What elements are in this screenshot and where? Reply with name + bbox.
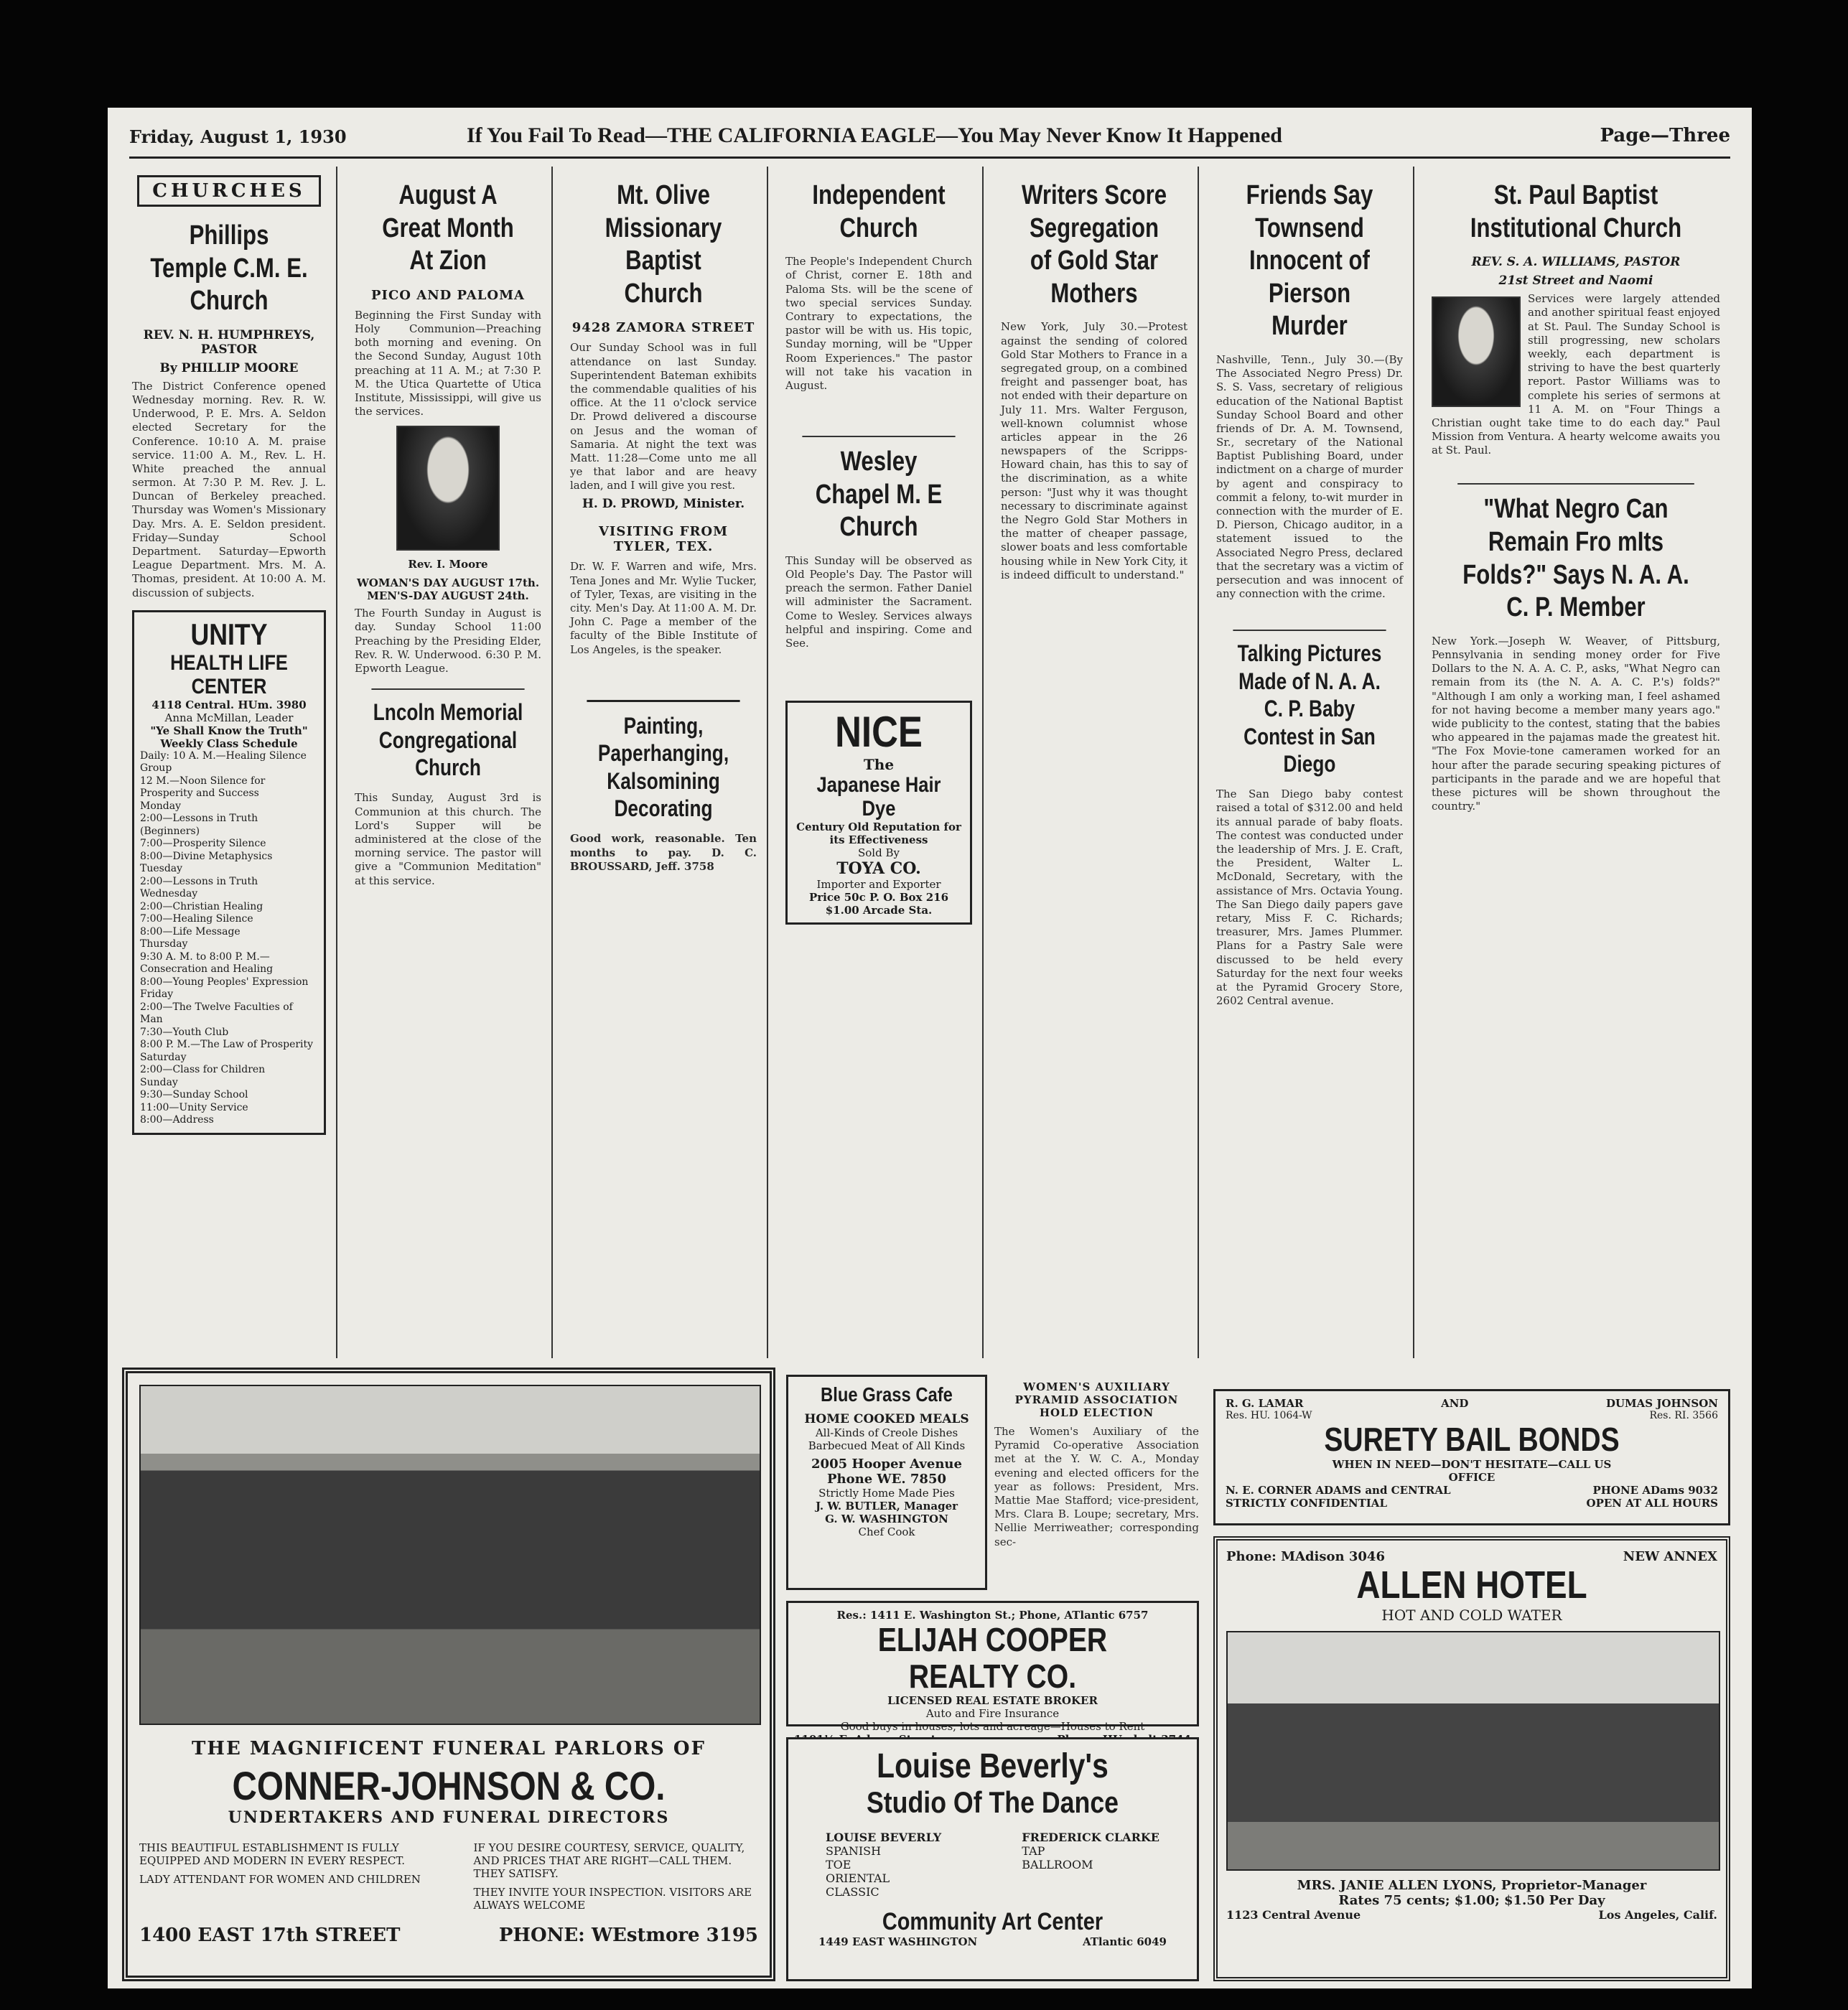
surety-bail-bonds-ad [1213, 1389, 1730, 1525]
cooper-name: ELIJAH COOPER REALTY CO. [877, 1621, 1108, 1695]
list-item: 8:00—Life Message [140, 925, 241, 938]
hair-dye-ad [785, 701, 972, 925]
list-item: 7:00—Prosperity Silence [140, 838, 266, 850]
cafe-tag: HOME COOKED MEALS [804, 1411, 969, 1426]
allen-water: HOT AND COLD WATER [1381, 1607, 1562, 1625]
funeral-parlor-photo [139, 1385, 761, 1725]
headline-independent: Independent Church [812, 180, 946, 243]
list-item: Daily: 10 A. M.—Healing Silence Group [140, 749, 307, 775]
zion-body-2: The Fourth Sunday in August is day. Sunday School 11:00 Preaching by the Presiding Elder, Rev. R. W. Underwood. 6:30 P. M. Epworth League. [355, 607, 541, 676]
beverly-studio: Studio Of The Dance [866, 1785, 1119, 1819]
allen-rates: Rates 75 cents; $1.00; $1.50 Per Day [1338, 1893, 1605, 1909]
unity-schedule [140, 750, 318, 1127]
surety-title: SURETY BAIL BONDS [1324, 1421, 1620, 1458]
portrait-caption: Rev. I. Moore [408, 558, 488, 571]
list-item: 2:00—Lessons in Truth [140, 875, 258, 887]
visiting-body: Dr. W. F. Warren and wife, Mrs. Tena Jones and Mr. Wylie Tucker, of Tyler, Texas, are visiting in the city. Men's Day. At 11:00 A. M. Dr. John C. Page a member of the faculty of the Bible Institute of Los Angeles, is the speaker. [570, 560, 757, 656]
allen-hotel-ad [1213, 1536, 1730, 1981]
hair-dye-company: TOYA CO. [836, 859, 921, 879]
hair-dye-title: NICE [835, 708, 923, 757]
naacp-body: New York.—Joseph W. Weaver, of Pittsburg, Pennsylvania in sending money order for Five Dollars to the N. A. A. C. P., asks, "What Negro can remain from its (the N. A. A. C. P.'s) folds?" "Although I am only a working man, I feel ashamed for not having become a member many years ago." wide publicity to the contest, stating that the babies who appeared in the pajamas made the greatest hit. "The Fox Movie-tone cameramen worked for an hour after the parade securing speaking pictures of participants in the parade and we are hopeful that these pictures will be shown throughout the country." [1432, 634, 1720, 813]
beverly-center: Community Art Center [882, 1907, 1103, 1935]
unity-title: UNITY [190, 617, 268, 651]
headline-townsend: Friends Say Townsend Innocent of Pierson Murder [1246, 180, 1373, 342]
womens-day: WOMAN'S DAY AUGUST 17th. [356, 576, 540, 590]
list-item: 2:00—Christian Healing [140, 900, 263, 912]
cafe-manager: J. W. BUTLER, Manager [815, 1499, 958, 1513]
headline-mt-olive: Mt. Olive Missionary Baptist Church [605, 180, 722, 309]
surety-tag: WHEN IN NEED—DON'T HESITATE—CALL US [1332, 1457, 1612, 1471]
page-number: Page—Three [1600, 125, 1730, 146]
hair-dye-importer: Importer and Exporter [816, 878, 941, 892]
surety-address: N. E. CORNER ADAMS and CENTRAL [1226, 1483, 1451, 1497]
list-item: 12 M.—Noon Silence for Prosperity and Success [140, 775, 266, 800]
list-item: 7:00—Healing Silence [140, 913, 253, 925]
list-item: 8:00—Address [140, 1114, 214, 1126]
cafe-cook: G. W. WASHINGTON [825, 1512, 948, 1525]
list-item: 8:00—Divine Metaphysics [140, 850, 273, 862]
headline-zion: August A Great Month At Zion [382, 180, 514, 276]
auxiliary-body: The Women's Auxiliary of the Pyramid Co-operative Association met at the Y. W. C. A., Monday evening and elected officers for the year as follows: President, Mrs. Mattie Mae Stafford; vice-president, Mrs. Clara B. Loupe; secretary, Mrs. Nellie Merriweather; corresponding sec- [994, 1425, 1199, 1548]
list-item: Tuesday [140, 863, 183, 875]
headline-lincoln: Lncoln Memorial Congregational Church [371, 688, 524, 781]
cooper-realty-ad [786, 1601, 1199, 1734]
cafe-name: Blue Grass Cafe [821, 1383, 953, 1406]
unity-ad [132, 610, 326, 1135]
list-item: 9:30 A. M. to 8:00 P. M.—Consecration and Healing [140, 950, 274, 976]
beverly-right-name: FREDERICK CLARKE [1022, 1830, 1159, 1844]
newspaper-page [108, 108, 1752, 1988]
lincoln-body: This Sunday, August 3rd is Communion at this church. The Lord's Supper will be administered at the close of the morning service. The pastor will give a "Communion Meditation" at this service. [355, 791, 541, 887]
portrait-photo [396, 426, 500, 551]
hotel-photo [1226, 1631, 1720, 1871]
masthead-slogan: If You Fail To Read—THE CALIFORNIA EAGLE—You May Never Know It Happened [467, 123, 1282, 147]
beverly-studio-ad [786, 1737, 1199, 1981]
headline-naacp: "What Negro Can Remain Fro mIts Folds?" Says N. A. A. C. P. Member [1457, 483, 1694, 624]
auxiliary-article [994, 1375, 1199, 1590]
hair-dye-sold: Sold By [858, 846, 900, 860]
list-item: CLASSIC [826, 1884, 879, 1899]
list-item: Monday [140, 800, 181, 812]
list-item: Sunday [140, 1076, 178, 1088]
surety-left-res: Res. HU. 1064-W [1226, 1410, 1312, 1421]
cooper-line: Good buys in houses, lots and acreage—Houses to Rent [840, 1720, 1145, 1734]
list-item: TAP [1022, 1843, 1045, 1858]
unity-schedule-title: Weekly Class Schedule [160, 737, 298, 750]
list-item: Thursday [140, 938, 188, 950]
list-item: Friday [140, 988, 174, 1001]
beverly-left-list [826, 1844, 941, 1899]
list-item: Wednesday [140, 888, 198, 900]
townsend-body: Nashville, Tenn., July 30.—(By The Associated Negro Press) Dr. S. S. Vass, secretary of religious education of the National Baptist Sunday School Board and other friends of Dr. A. M. Townsend, Sr., secretary of the National Baptist Publishing Board, under indictment on a charge of murder by agent and conspiracy to commit a felony, to-wit murder in connection with the murder of E. D. Pierson, Chicago auditor, in a statement issued to the Associated Negro Press, declared that the secretary was a victim of persecution and was innocent of any connection with the crime. [1216, 352, 1403, 601]
column-independent [775, 167, 984, 1358]
allen-annex: NEW ANNEX [1623, 1549, 1717, 1564]
article-body: The District Conference opened Wednesday morning. Rev. R. W. Underwood, P. E. Mrs. A. Seldon elected Secretary for the Conference. 10:10 A. M. praise service. 11:00 A. M., Rev. L. H. White preached the annual sermon. At 7:30 P. M. Rev. J. L. Duncan of Berkeley preached. Thursday was Women's Missionary Day. Mrs. A. E. Seldon president. Friday—Sunday School Department. Saturday—Epworth League Department. Mrs. M. A. Thomas, president. At 10:00 A. M. discussion of subjects. [132, 379, 326, 599]
surety-right-res: Res. RI. 3566 [1649, 1410, 1718, 1421]
list-item: TOE [826, 1857, 851, 1871]
masthead [129, 119, 1730, 159]
zion-location: PICO AND PALOMA [371, 287, 525, 303]
conner-name: CONNER-JOHNSON & CO. [232, 1763, 666, 1808]
list-item: SPANISH [826, 1843, 882, 1858]
column-townsend [1206, 167, 1414, 1358]
cafe-line-1: All-Kinds of Creole Dishes [815, 1426, 958, 1439]
column-zion [345, 167, 553, 1358]
conner-right-text: IF YOU DESIRE COURTESY, SERVICE, QUALITY, AND PRICES THAT ARE RIGHT—CALL THEM. THEY SATISFY. [473, 1841, 745, 1880]
list-item: 11:00—Unity Service [140, 1101, 248, 1113]
unity-leader: Anna McMillan, Leader [164, 711, 294, 724]
blue-grass-cafe-ad [786, 1375, 987, 1590]
allen-address: 1123 Central Avenue [1226, 1908, 1361, 1922]
surety-hours: OPEN AT ALL HOURS [1586, 1496, 1718, 1510]
unity-address: 4118 Central. HUm. 3980 [151, 698, 307, 711]
column-churches [122, 167, 337, 1358]
hair-dye-text: Century Old Reputation for its Effectiveness [796, 821, 961, 847]
beverly-address: 1449 EAST WASHINGTON [818, 1935, 978, 1949]
list-item: 2:00—Class for Children [140, 1064, 266, 1076]
masthead-date: Friday, August 1, 1930 [129, 126, 347, 147]
painting-ad-text: Good work, reasonable. Ten months to pay. D. C. BROUSSARD, Jeff. 3758 [570, 832, 757, 873]
conner-right-text-2: THEY INVITE YOUR INSPECTION. VISITORS ARE ALWAYS WELCOME [473, 1885, 752, 1912]
list-item: 9:30—Sunday School [140, 1089, 248, 1101]
list-item: 2:00—The Twelve Faculties of Man [140, 1001, 293, 1026]
beverly-right-list [1022, 1844, 1159, 1871]
headline-talking-pictures: Talking Pictures Made of N. A. A. C. P. Baby Contest in San Diego [1233, 630, 1386, 777]
list-item: 8:00 P. M.—The Law of Prosperity [140, 1039, 314, 1051]
cafe-cook-title: Chef Cook [858, 1525, 915, 1538]
headline-wesley: Wesley Chapel M. E Church [802, 436, 955, 544]
visiting-header: VISITING FROM TYLER, TEX. [598, 524, 729, 555]
conner-address: 1400 EAST 17th STREET [139, 1924, 401, 1946]
byline: By PHILLIP MOORE [159, 360, 299, 375]
list-item: 7:30—Youth Club [140, 1026, 229, 1038]
cooper-insurance: Auto and Fire Insurance [925, 1707, 1060, 1721]
painting-ad-title: Painting, Paperhanging, Kalsomining Decorating [587, 700, 739, 823]
auxiliary-header: WOMEN'S AUXILIARY PYRAMID ASSOCIATION HOLD ELECTION [1014, 1380, 1179, 1419]
column-mt-olive [560, 167, 768, 1358]
mt-olive-location: 9428 ZAMORA STREET [571, 320, 755, 336]
surety-and: AND [1441, 1397, 1469, 1410]
column-gold-star [991, 167, 1199, 1358]
list-item: Saturday [140, 1051, 187, 1063]
unity-motto: "Ye Shall Know the Truth" [150, 724, 308, 737]
surety-left-name: R. G. LAMAR [1226, 1397, 1304, 1410]
headline-gold-star: Writers Score Segregation of Gold Star Mothers [1021, 180, 1167, 309]
unity-subtitle: HEALTH LIFE CENTER [170, 650, 288, 698]
list-item: ORIENTAL [826, 1871, 890, 1885]
conner-phone: PHONE: WEstmore 3195 [498, 1924, 758, 1946]
section-badge: CHURCHES [137, 175, 320, 207]
surety-office: OFFICE [1448, 1470, 1495, 1484]
cooper-broker: LICENSED REAL ESTATE BROKER [887, 1694, 1098, 1708]
st-paul-body: Services were largely attended and another spiritual feast enjoyed at St. Paul. The Sunday School is still progressing, new scholars weekly, each department is striving to have the best quarterly report. Pastor Williams was to complete his series of sermons at 11 A. M. on "Four Things a Christian ought take time to do each day." Paul Mission from Ventura. A hearty welcome awaits you at St. Paul. [1432, 292, 1720, 457]
cooper-res: Res.: 1411 E. Washington St.; Phone, ATlantic 6757 [836, 1609, 1149, 1622]
mt-olive-signature: H. D. PROWD, Minister. [582, 497, 745, 512]
surety-phone: PHONE ADams 9032 [1592, 1483, 1718, 1497]
pastor-portrait-photo [1432, 296, 1521, 407]
cafe-line-2: Barbecued Meat of All Kinds [808, 1439, 966, 1452]
surety-right-name: DUMAS JOHNSON [1605, 1397, 1718, 1410]
st-paul-location: 21st Street and Naomi [1498, 274, 1653, 289]
pastor-line: REV. N. H. HUMPHREYS, PASTOR [143, 327, 315, 357]
conner-left-text: THIS BEAUTIFUL ESTABLISHMENT IS FULLY EQUIPPED AND MODERN IN EVERY RESPECT. [139, 1841, 405, 1867]
list-item: BALLROOM [1022, 1857, 1093, 1871]
mt-olive-body: Our Sunday School was in full attendance on last Sunday. Superintendent Bateman exhibits the commendable qualities of his office. At the 11 o'clock service Dr. Prowd delivered a discourse on Jesus and the woman of Samaria. At night the text was Matt. 11:28—Come unto me all ye that labor and are heavy laden, and I will give you rest. [570, 341, 757, 492]
gold-star-body: New York, July 30.—Protest against the sending of colored Gold Star Mothers to France in a segregated group, on a combined freight and passenger boat, has not ended with their departure on July 11. Mrs. Walter Ferguson, well-known columnist whose articles appear in the 26 newspapers of the Scripps-Howard chain, has this to say of the discrimination, as a white person: "Just why it was thought necessary to discriminate against the Negro Gold Star Mothers in the matter of cheaper passage, slower boats and less comfortable housing while in New York City, it is indeed difficult to understand." [1001, 320, 1187, 581]
conner-headline: THE MAGNIFICENT FUNERAL PARLORS OF [192, 1738, 706, 1759]
surety-confidential: STRICTLY CONFIDENTIAL [1226, 1496, 1387, 1510]
cafe-address: 2005 Hooper Avenue [811, 1456, 962, 1472]
allen-city: Los Angeles, Calif. [1598, 1908, 1717, 1922]
hair-dye-sub: Japanese Hair Dye [816, 773, 941, 821]
conner-johnson-ad [122, 1368, 775, 1981]
list-item: 2:00—Lessons in Truth (Beginners) [140, 813, 258, 837]
cafe-phone: Phone WE. 7850 [827, 1471, 946, 1487]
beverly-phone: ATlantic 6049 [1082, 1935, 1167, 1949]
allen-proprietor: MRS. JANIE ALLEN LYONS, Proprietor-Manager [1297, 1878, 1647, 1894]
hair-dye-price: Price 50c P. O. Box 216 $1.00 Arcade Sta. [808, 891, 949, 917]
list-item: 8:00—Young Peoples' Expression [140, 976, 309, 988]
beverly-left-name: LOUISE BEVERLY [826, 1830, 942, 1844]
allen-phone: Phone: MAdison 3046 [1226, 1549, 1385, 1564]
talking-pictures-body: The San Diego baby contest raised a total of $312.00 and held its annual parade of baby floats. The contest was conducted under the leadership of Mrs. J. E. Craft, the President, Walter L. McDonald, Secretary, with the assistance of Mrs. Octavia Young. The San Diego daily papers gave retary, Miss F. C. Richards; treasurer, Mrs. James Plummer. Plans for a Pastry Sale were discussed to be held every Saturday for the next four weeks at the Pyramid Grocery Store, 2602 Central avenue. [1216, 787, 1403, 1008]
beverly-name: Louise Beverly's [877, 1747, 1109, 1785]
conner-sub: UNDERTAKERS AND FUNERAL DIRECTORS [228, 1808, 670, 1827]
wesley-body: This Sunday will be observed as Old People's Day. The Pastor will preach the sermon. Father Daniel will administer the Sacrament. Come to Wesley. Services always helpful and inspiring. Come and See. [785, 553, 972, 650]
allen-name: ALLEN HOTEL [1356, 1563, 1587, 1607]
zion-body: Beginning the First Sunday with Holy Communion—Preaching both morning and evening. On the Second Sunday, August 10th preaching at 11 A. M.; at 7:30 P. M. the Utica Quartette of Utica Institute, Mississippi, will give us the services. [355, 308, 541, 419]
column-st-paul [1422, 167, 1730, 1358]
headline-st-paul: St. Paul Baptist Institutional Church [1470, 180, 1682, 243]
st-paul-pastor: REV. S. A. WILLIAMS, PASTOR [1471, 255, 1681, 270]
cafe-pies: Strictly Home Made Pies [818, 1486, 955, 1500]
independent-body: The People's Independent Church of Christ, corner E. 18th and Paloma Sts. will be the scene of two special services Sunday. Contrary to expectations, the pastor will be with us. His topic, Sunday morning, will be "Upper Room Experiences." The pastor will not take his vacation in August. [785, 255, 972, 392]
headline-phillips-temple: Phillips Temple C.M. E. Church [150, 220, 308, 317]
hair-dye-the: The [863, 756, 895, 774]
conner-left-text-2: LADY ATTENDANT FOR WOMEN AND CHILDREN [139, 1872, 421, 1886]
mens-day: MEN'S-DAY AUGUST 24th. [367, 589, 529, 603]
